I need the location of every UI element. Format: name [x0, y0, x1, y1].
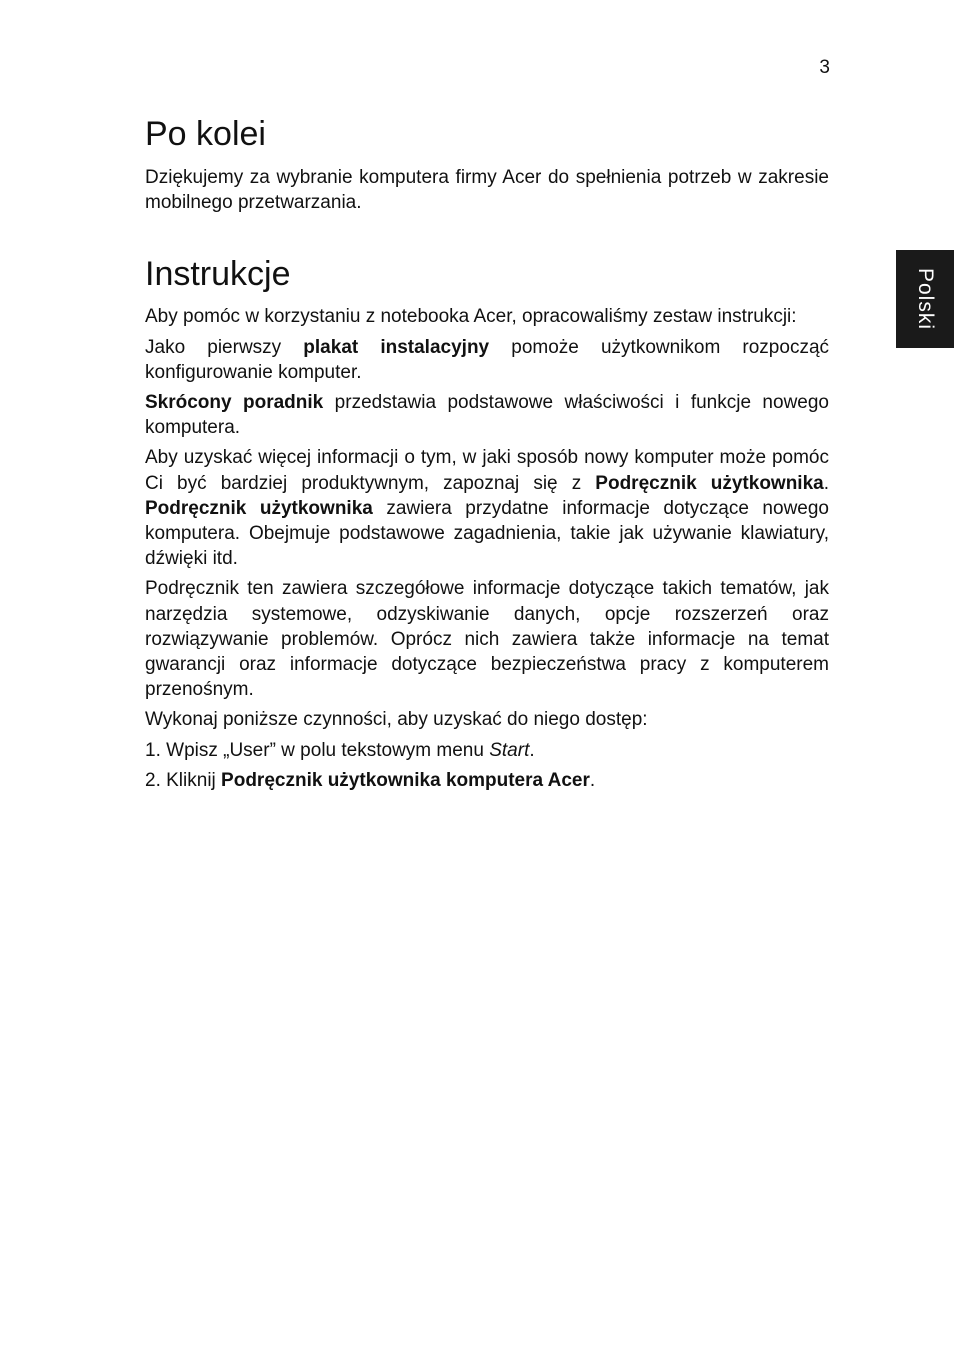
bold-term-podrecznik-acer: Podręcznik użytkownika komputera Acer — [221, 769, 590, 791]
text-span: pomoże użytkownikom rozpocząć konfigurowanie komputer. — [145, 336, 830, 383]
step-item — [145, 768, 829, 793]
text-span: Aby uzyskać więcej informacji o tym, w jaki sposób nowy komputer może pomóc Ci być bardziej produktywnym, zapoznaj się z — [145, 447, 829, 494]
text-span: . — [529, 739, 535, 761]
step-number: 2. — [145, 769, 161, 791]
instructions-paragraph-5: Podręcznik ten zawiera szczegółowe informacje dotyczące takich tematów, jak narzędzia systemowe, odzyskiwanie danych, opcje rozszerzeń oraz rozwiązywanie problemów. Oprócz nich zawiera także informacje na temat gwarancji oraz informacje dotyczące bezpieczeństwa pracy z komputerem przenośnym. — [145, 578, 829, 701]
instructions-paragraph-4 — [145, 445, 829, 571]
text-span: . — [589, 769, 596, 791]
text-span: zawiera przydatne informacje dotyczące nowego komputera. Obejmuje podstawowe zagadnienia, takie jak używanie klawiatury, dźwięki itd. — [145, 497, 829, 570]
text-span: . — [823, 472, 830, 494]
instructions-paragraph-1: Aby pomóc w korzystaniu z notebooka Acer, opracowaliśmy zestaw instrukcji: — [145, 306, 797, 328]
language-tab — [896, 250, 954, 348]
step-number: 1. — [145, 739, 161, 761]
section-title-instrukcje: Instrukcje — [145, 255, 291, 294]
text-span: przedstawia podstawowe właściwości i funkcje nowego komputera. — [145, 392, 829, 439]
instructions-paragraph-2 — [145, 335, 829, 385]
bold-term-skrocony: Skrócony poradnik — [145, 392, 324, 414]
intro-paragraph: Dziękujemy za wybranie komputera firmy Acer do spełnienia potrzeb w zakresie mobilnego przetwarzania. — [145, 167, 829, 214]
text-span: Wpisz „User” w polu tekstowym menu — [160, 739, 490, 761]
step-item — [145, 738, 829, 763]
page-number: 3 — [819, 57, 830, 78]
bold-term-podrecznik: Podręcznik użytkownika — [145, 497, 373, 519]
bold-term-plakat: plakat instalacyjny — [303, 336, 490, 358]
language-tab-label: Polski — [914, 267, 937, 331]
text-span: Jako pierwszy — [145, 336, 304, 358]
steps-list — [145, 738, 829, 793]
instructions-paragraph-6: Wykonaj poniższe czynności, aby uzyskać do niego dostęp: — [145, 709, 648, 731]
document-content — [145, 112, 829, 798]
instructions-paragraph-3 — [145, 390, 829, 440]
bold-term-podrecznik: Podręcznik użytkownika — [595, 472, 824, 494]
text-span: Kliknij — [160, 769, 222, 791]
section-title-po-kolei: Po kolei — [145, 115, 266, 153]
italic-term-start: Start — [489, 739, 530, 761]
